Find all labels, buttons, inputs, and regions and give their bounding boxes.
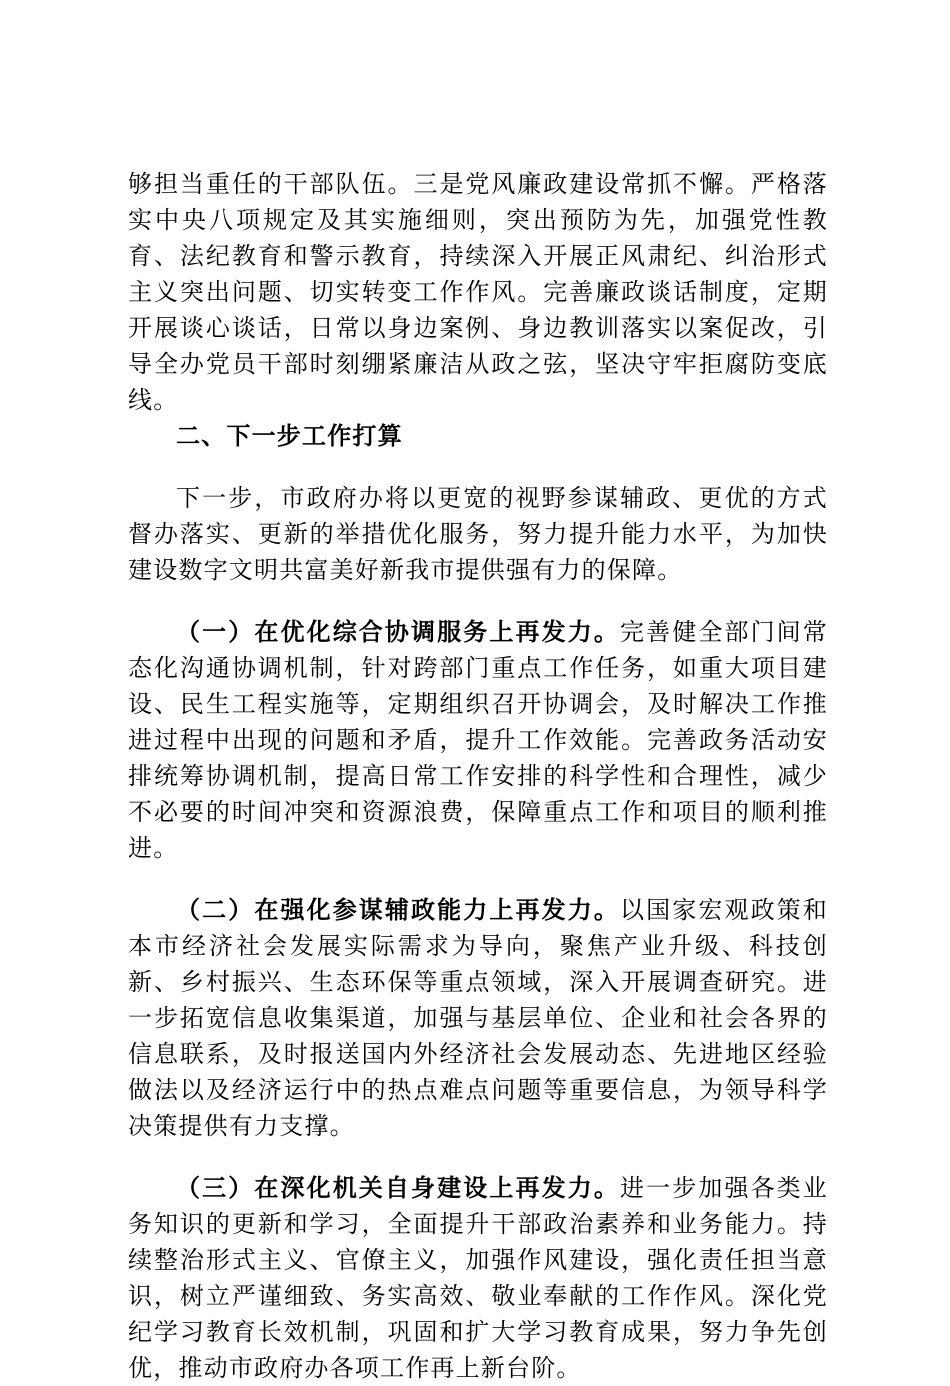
item-body-2: 以国家宏观政策和本市经济社会发展实际需求为导向，聚焦产业升级、科技创新、乡村振兴、生态环保等重点领域，深入开展调查研究。进一步拓宽信息收集渠道，加强与基层单位、企业和社会各界的信息联系，及时报送国内外经济社会发展动态、先进地区经验做法以及经济运行中的热点难点问题等重要信息，为领导科学决策提供有力支撑。 [128, 896, 828, 1140]
item-paragraph-2 [128, 892, 828, 1144]
document-body [128, 166, 828, 1386]
item-lead-3: （三）在深化机关自身建设上再发力。 [176, 1174, 620, 1202]
section-heading: 二、下一步工作打算 [176, 422, 403, 450]
item-body-1: 完善健全部门间常态化沟通协调机制，针对跨部门重点工作任务，如重大项目建设、民生工程实施等，定期组织召开协调会，及时解决工作推进过程中出现的问题和矛盾，提升工作效能。完善政务活动安排统筹协调机制，提高日常工作安排的科学性和合理性，减少不必要的时间冲突和资源浪费，保障重点工作和项目的顺利推进。 [128, 618, 828, 862]
item-lead-2: （二）在强化参谋辅政能力上再发力。 [176, 896, 620, 924]
item-lead-1: （一）在优化综合协调服务上再发力。 [176, 618, 620, 646]
intro-paragraph: 下一步，市政府办将以更宽的视野参谋辅政、更优的方式督办落实、更新的举措优化服务，努力提升能力水平，为加快建设数字文明共富美好新我市提供强有力的保障。 [128, 484, 828, 584]
item-paragraph-1 [128, 614, 828, 866]
item-paragraph-3 [128, 1170, 828, 1386]
continuation-paragraph: 够担当重任的干部队伍。三是党风廉政建设常抓不懈。严格落实中央八项规定及其实施细则，突出预防为先，加强党性教育、法纪教育和警示教育，持续深入开展正风肃纪、纠治形式主义突出问题、切实转变工作作风。完善廉政谈话制度，定期开展谈心谈话，日常以身边案例、身边教训落实以案促改，引导全办党员干部时刻绷紧廉洁从政之弦，坚决守牢拒腐防变底线。 [128, 170, 828, 414]
item-body-3: 进一步加强各类业务知识的更新和学习，全面提升干部政治素养和业务能力。持续整治形式主义、官僚主义，加强作风建设，强化责任担当意识，树立严谨细致、务实高效、敬业奉献的工作作风。深化党纪学习教育长效机制，巩固和扩大学习教育成果，努力争先创优，推动市政府办各项工作再上新台阶。 [128, 1174, 828, 1382]
